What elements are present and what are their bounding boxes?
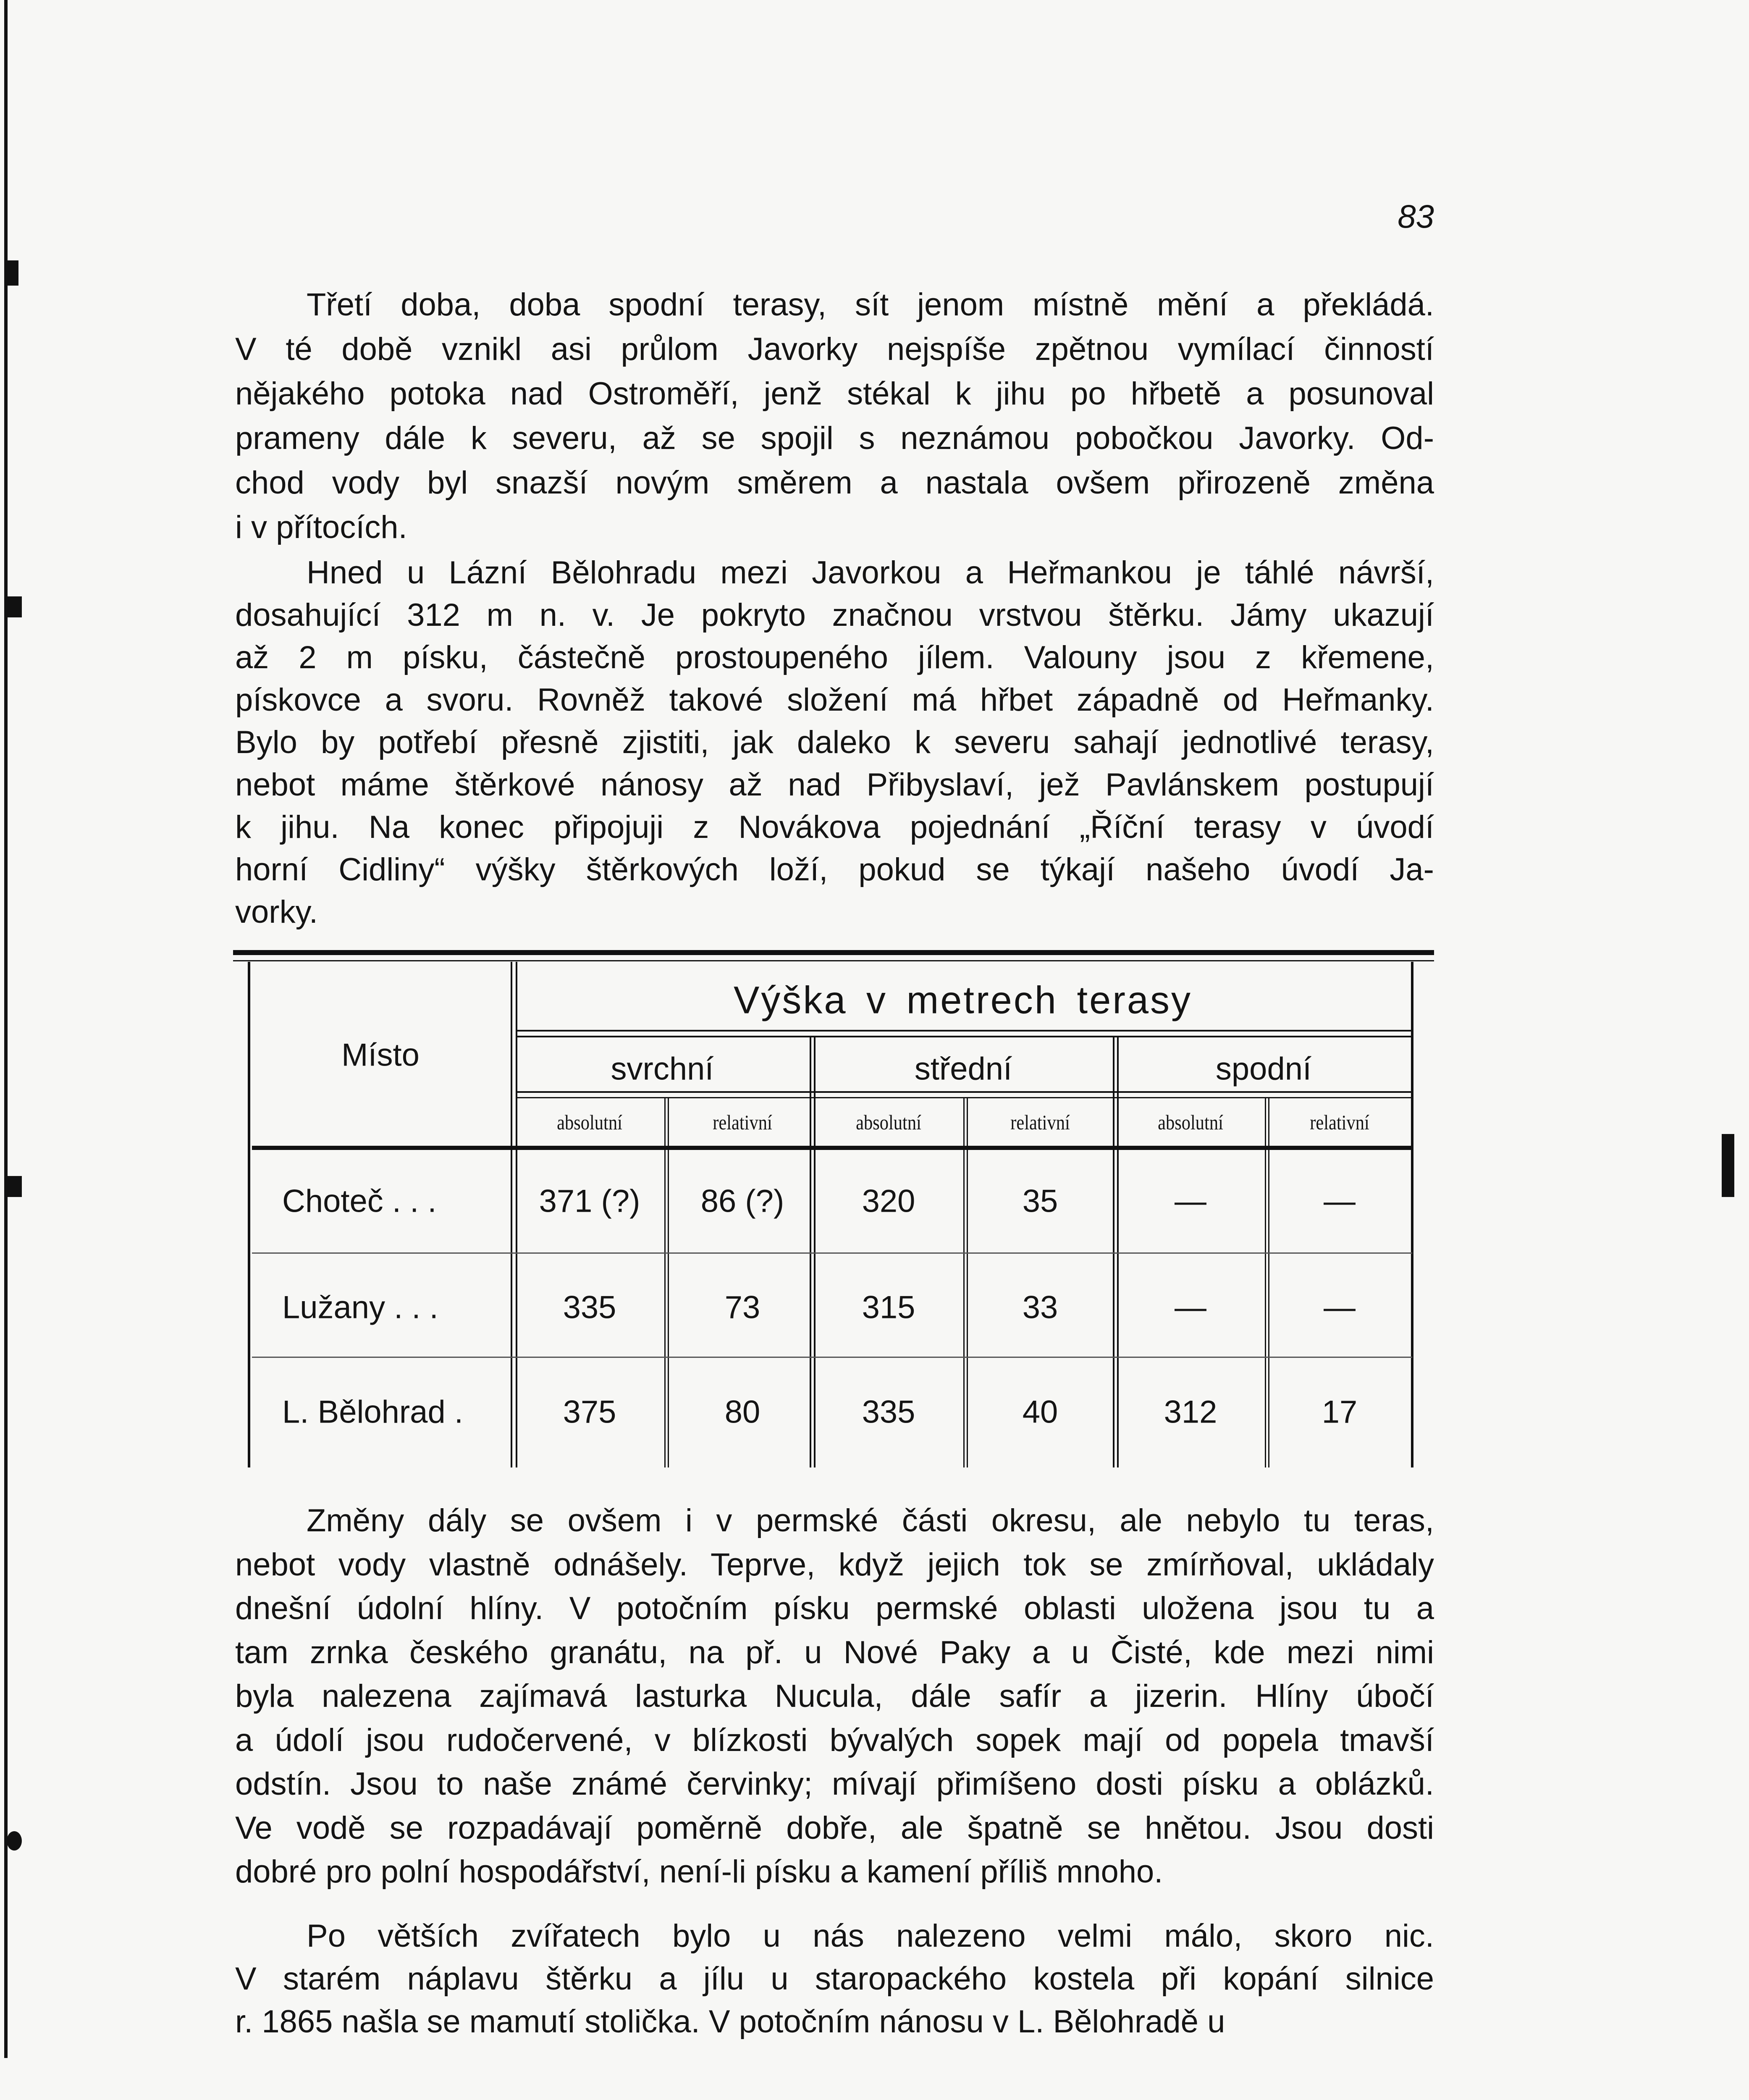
table-cell: 335	[563, 1289, 616, 1326]
text-line: V té době vznikl asi průlom Javorky nejspíše zpětnou vymílací činností	[235, 331, 1434, 367]
table-cell: 320	[862, 1183, 915, 1219]
text-line: chod vody byl snazší novým směrem a nastala ovšem přirozeně změna	[235, 465, 1434, 501]
row-place: L. Bělohrad .	[282, 1394, 463, 1430]
text-line: Hned u Lázní Bělohradu mezi Javorkou a Heřmankou je táhlé návrší,	[307, 555, 1434, 591]
text-line: vorky.	[235, 894, 318, 930]
table-cell: 35	[1022, 1183, 1058, 1219]
text-line: horní Cidliny“ výšky štěrkových loží, pokud se týkají našeho úvodí Ja-	[235, 852, 1434, 887]
row-place: Choteč . . .	[282, 1183, 437, 1219]
text-line: nebot máme štěrkové nánosy až nad Přibyslaví, jež Pavlánskem postupují	[235, 767, 1434, 803]
table-cell: —	[1175, 1183, 1206, 1219]
divider	[963, 1098, 965, 1467]
table-cell: —	[1324, 1183, 1356, 1219]
divider	[517, 1091, 1412, 1093]
text-line: Bylo by potřebí přesně zjistiti, jak daleko k severu sahají jednotlivé terasy,	[235, 724, 1434, 760]
subheader: relativní	[713, 1110, 772, 1134]
table-cell: 335	[862, 1394, 915, 1430]
row-rule	[252, 1357, 1412, 1358]
scan-mark	[1722, 1134, 1734, 1197]
text-line: dobré pro polní hospodářství, není-li písku a kamení příliš mnoho.	[235, 1854, 1163, 1890]
table-cell: 40	[1022, 1394, 1058, 1430]
divider	[511, 962, 512, 1467]
scan-mark	[8, 1176, 22, 1197]
divider	[664, 1098, 666, 1467]
divider	[967, 1098, 968, 1467]
text-line: odstín. Jsou to naše známé červinky; mívají přimíšeno dosti písku a oblázků.	[235, 1766, 1434, 1802]
text-line: V starém náplavu štěrku a jílu u staropackého kostela při kopání silnice	[235, 1961, 1434, 1997]
divider	[668, 1098, 669, 1467]
text-line: nějakého potoka nad Ostroměří, jenž stékal k jihu po hřbetě a posunoval	[235, 376, 1434, 412]
divider	[517, 1097, 1412, 1098]
main-header: Výška v metrech terasy	[733, 979, 1193, 1022]
table-cell: 33	[1022, 1289, 1058, 1326]
text-line: k jihu. Na konec připojuji z Novákova pojednání „Říční terasy v úvodí	[235, 809, 1434, 845]
group-header: svrchní	[611, 1051, 714, 1087]
table-border-left	[248, 962, 250, 1467]
corner-header: Místo	[341, 1037, 420, 1073]
subheader: absolutní	[1158, 1110, 1223, 1134]
scan-mark	[7, 1831, 22, 1851]
table-cell: 86 (?)	[700, 1183, 784, 1219]
row-place: Lužany . . .	[282, 1289, 438, 1326]
text-line: dnešní údolní hlíny. V potočním písku permské oblasti uložena jsou tu a	[235, 1591, 1434, 1626]
text-line: tam zrnka českého granátu, na př. u Nové Paky a u Čisté, kde mezi nimi	[235, 1635, 1434, 1670]
subheader: absolutní	[557, 1110, 622, 1134]
text-line: Změny dály se ovšem i v permské části okresu, ale nebylo tu teras,	[307, 1503, 1434, 1538]
text-line: byla nalezena zajímavá lasturka Nucula, dále safír a jizerin. Hlíny úbočí	[235, 1678, 1434, 1714]
text-line: Třetí doba, doba spodní terasy, sít jenom místně mění a překládá.	[307, 287, 1434, 323]
text-line: Po větších zvířatech bylo u nás nalezeno velmi málo, skoro nic.	[307, 1918, 1434, 1954]
subheader: relativní	[1310, 1110, 1369, 1134]
text-line: prameny dále k severu, až se spojil s neznámou pobočkou Javorky. Od-	[235, 420, 1434, 456]
text-line: nebot vody vlastně odnášely. Teprve, když jejich tok se zmírňoval, ukládaly	[235, 1547, 1434, 1583]
divider	[1265, 1098, 1266, 1467]
group-header: střední	[914, 1051, 1012, 1087]
page-number: 83	[1398, 198, 1434, 235]
subheader: absolutní	[856, 1110, 921, 1134]
table-cell: 315	[862, 1289, 915, 1326]
table-cell: 371 (?)	[539, 1183, 640, 1219]
table-cell: 375	[563, 1394, 616, 1430]
scan-edge-left	[4, 0, 8, 2058]
divider	[517, 1030, 1412, 1032]
table-cell: 80	[724, 1394, 760, 1430]
group-header: spodní	[1215, 1051, 1312, 1087]
table-rule-top	[233, 950, 1434, 955]
divider	[517, 1036, 1412, 1037]
text-line: dosahující 312 m n. v. Je pokryto značnou vrstvou štěrku. Jámy ukazují	[235, 597, 1434, 633]
text-line: až 2 m písku, částečně prostoupeného jílem. Valouny jsou z křemene,	[235, 640, 1434, 675]
text-line: pískovce a svoru. Rovněž takové složení má hřbet západně od Heřmanky.	[235, 682, 1434, 718]
text-line: Ve vodě se rozpadávají poměrně dobře, ale špatně se hnětou. Jsou dosti	[235, 1810, 1434, 1846]
scan-mark	[8, 596, 22, 617]
scan-mark	[6, 260, 18, 286]
subheader: relativní	[1010, 1110, 1070, 1134]
row-rule	[252, 1252, 1412, 1254]
table-rule-top-thin	[233, 960, 1434, 961]
table-cell: —	[1175, 1289, 1206, 1326]
text-line: r. 1865 našla se mamutí stolička. V potočním nánosu v L. Bělohradě u	[235, 2004, 1225, 2040]
header-rule	[252, 1146, 1412, 1150]
table-border-right	[1411, 962, 1413, 1467]
table-cell: 312	[1164, 1394, 1217, 1430]
text-line: i v přítocích.	[235, 509, 407, 545]
text-line: a údolí jsou rudočervené, v blízkosti bývalých sopek mají od popela tmavší	[235, 1722, 1434, 1758]
table-cell: —	[1324, 1289, 1356, 1326]
table-cell: 73	[724, 1289, 760, 1326]
divider	[516, 962, 517, 1467]
divider	[1268, 1098, 1269, 1467]
table-cell: 17	[1322, 1394, 1358, 1430]
